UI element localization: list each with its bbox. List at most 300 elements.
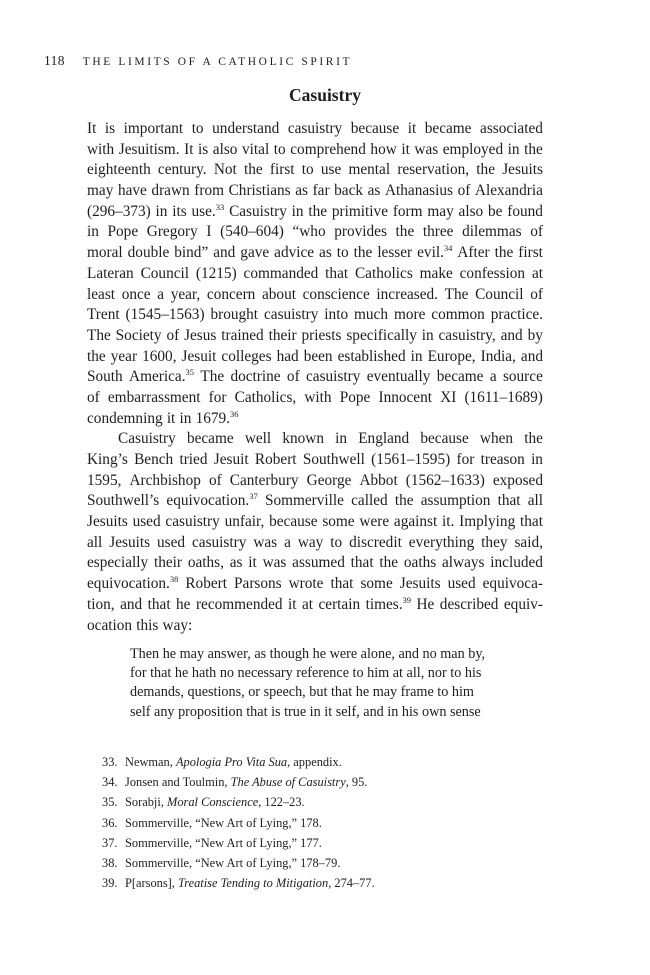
word: and [120,595,143,613]
word: (296–373) [87,202,151,220]
word: the [353,244,373,262]
footnote-author: Jonsen and Toulmin, [125,775,231,790]
text-line [87,450,543,471]
word: equivoca- [482,575,543,593]
word: practice. [490,306,543,324]
word: be [488,202,503,220]
word: Not [213,161,237,179]
word: Implying [459,513,516,531]
word: discredit [349,533,402,551]
word: their [153,554,183,572]
word: least [87,285,116,303]
word: especially [87,554,149,572]
word: Jesuit [213,451,249,468]
word: After [457,244,490,262]
footnote-marker: 37 [249,491,258,502]
word: oaths [403,554,437,572]
footnote-author: Sommerville, “New Art of Lying,” 178–79. [125,855,341,870]
word: assumption [420,492,491,510]
footnote [102,772,375,792]
word: Abbot [359,471,398,489]
quote-line: Then he may answer, as though he were alone, and no man by, [130,646,486,662]
footnote-title: The Abuse of Casuistry [230,775,346,790]
word: (1215) [195,264,237,282]
word: assumed [292,554,345,572]
word: and [213,244,236,262]
word: Jesuits [109,533,151,551]
word: advice [274,244,315,262]
paragraph [87,429,543,636]
word: back [334,182,364,200]
word: Sommerville [264,492,344,510]
word: became [436,368,484,386]
text-line [87,181,543,202]
word: was [414,140,439,158]
footnote-marker: 34 [443,243,453,254]
word: that [520,513,543,531]
word: to [336,244,349,262]
word: brought [210,306,259,324]
word: double [127,244,170,262]
word: vital [242,140,270,158]
word: far [312,182,330,200]
word: became [186,430,234,448]
text-line [87,512,543,533]
word: It [184,140,194,158]
word: “who [292,223,326,241]
footnote-pages: , 122–23. [258,795,305,810]
paragraph [87,119,543,429]
word: unfair, [224,513,265,531]
footnote-number: 37. [102,835,118,850]
footnote [102,792,375,812]
word: known [282,430,324,448]
word: Catholics, [234,388,297,406]
word: year [110,347,138,365]
word: in [507,140,520,158]
footnote-marker: 39 [402,594,412,605]
word: have [117,182,147,200]
word: casuistry [192,533,247,551]
word: the [87,347,106,365]
word: Christians [228,182,291,200]
word: 1679.36 [195,408,239,427]
word: condemning [87,409,163,427]
word: increased. [376,285,438,303]
word: was [253,533,278,551]
word: of [530,285,543,303]
text-line [87,264,543,285]
word: its [172,202,187,220]
word: concern [206,285,256,303]
text-line [87,202,543,223]
word: into [324,306,349,324]
footnote-number: 38. [102,855,118,870]
word: much [354,306,389,324]
quote-line: demands, questions, or speech, but that he may frame to him [130,684,474,701]
word: it. [442,513,455,531]
text-line [87,409,543,430]
word: ocation [87,616,133,634]
word: in [87,223,99,241]
word: Southwell’s [87,492,160,510]
word: of [208,471,222,489]
text-line [87,326,543,347]
word: may [87,182,114,200]
word: was [262,554,287,572]
text-line [87,222,543,243]
word: Jesuit [181,347,217,365]
text-line [87,347,543,368]
word: that [325,264,349,282]
footnote-number: 35. [102,795,118,810]
word: Bench [134,451,174,468]
word: more [393,306,426,324]
footnote-author: Newman, [125,755,176,769]
word: of [457,182,471,200]
word: (540–604) [220,223,284,241]
word: source [502,368,543,386]
word: conscience [302,285,370,303]
word: moral [87,244,123,262]
word: doctrine [230,368,281,386]
word: Council [140,264,190,282]
word: the [524,430,543,448]
footnote-number: 33. [102,755,118,769]
word: confession [459,264,526,282]
text-line [87,574,543,595]
text-line [87,595,543,616]
word: is [104,120,116,137]
word: gave [240,244,270,262]
text-line [87,491,543,512]
footnote [102,873,375,893]
word: the [308,202,328,220]
word: they [481,533,508,551]
word: The [444,285,469,303]
word: and [500,326,523,344]
word: all [527,492,543,510]
word: some [322,513,355,531]
word: it [401,140,410,158]
word: some [360,575,393,593]
word: used [132,513,161,531]
block-quote [130,645,498,722]
word: way [297,533,324,551]
word: eventually [366,368,431,386]
footnote-title: Apologia Pro Vita Sua [175,755,288,769]
word: to [330,533,343,551]
text-line [87,160,543,181]
word: to [273,140,286,158]
text-line [87,471,543,492]
word: tion, [87,595,115,613]
word: that [147,595,171,613]
word: primitive [331,202,388,220]
word: Jesuits [399,575,441,593]
text-line [87,305,543,326]
word: King’s [87,451,128,468]
word: he [176,595,191,613]
word: the [476,161,495,179]
word: the [494,244,514,262]
word: for [208,388,227,406]
word: were [359,513,390,531]
word: America.$^{35}$ [129,367,195,386]
word: this [136,616,159,634]
word: comprehend [290,140,366,158]
word: how [370,140,397,158]
word: understand [212,120,280,137]
word: when [479,430,514,448]
word: of [286,368,300,386]
word: in [335,430,348,448]
word: century. [157,161,207,179]
footnote-pages: , appendix. [287,755,342,769]
word: way: [162,616,193,634]
word: used [447,575,476,593]
text-line [87,388,543,409]
word: Jesuitism. [118,140,180,158]
word: Society [115,326,162,344]
word: Catholics [354,264,413,282]
word: oaths, [187,554,224,572]
word: Robert [185,575,227,593]
word: XI [440,388,457,406]
word: tried [179,451,208,468]
word: Trent [87,306,120,324]
word: once [121,285,151,303]
word: Council [475,285,524,303]
word: it [166,409,176,427]
word: the [524,140,543,158]
word: recommended [195,595,283,613]
word: Pope [107,223,139,241]
word: George [306,471,352,489]
footnote-marker: 35 [185,367,195,378]
word: to [301,161,314,179]
text-line [87,429,543,450]
word: because [420,430,469,448]
word: Lateran [87,264,134,282]
word: Jesuits [502,161,543,179]
word: as [295,182,308,200]
word: with [304,388,332,406]
word: 1595, [87,471,122,489]
word: because [269,513,318,531]
text-line [87,553,543,574]
word: established [337,347,406,365]
quote-line: self any proposition that is true in it self, and in his own sense [130,703,481,720]
word: everything [408,533,475,551]
footnotes [102,752,375,893]
word: it [407,120,417,137]
quote-line: for that he hath no necessary reference to him at all, nor to his [130,665,482,682]
word: all [87,533,103,551]
word: certain [318,595,361,613]
word: also [458,202,484,220]
word: I [206,223,212,241]
footnote-author: Sommerville, “New Art of Lying,” 178. [125,815,322,830]
text-line [87,243,543,264]
word: (1561–1595) [371,451,451,468]
word: equivocation.$^{38}$ [87,574,179,593]
footnote [102,752,375,772]
footnote-title: Treatise Tending to Mitigation [178,876,329,891]
word: use.$^{33}$ [191,201,225,220]
word: three [422,223,454,241]
word: Jesuits [87,513,128,531]
footnote-title: Moral Conscience [167,795,259,810]
word: first [269,161,295,179]
word: at [302,595,314,613]
word: used [157,533,186,551]
word: casuistry [287,120,343,137]
footnote-author: Sorabji, [125,795,167,810]
word: the [395,223,415,241]
word: South [87,368,123,386]
word: evil.$^{34}$ [417,243,453,262]
word: reservation, [397,161,470,179]
word: Jesus [184,326,217,344]
word: important [123,120,184,137]
word: of [166,326,180,344]
word: as [319,244,332,262]
word: Southwell [302,451,365,468]
footnote-number: 39. [102,876,118,891]
footnote-pages: , 95. [345,775,368,790]
word: of [530,223,543,241]
word: dilemmas [462,223,522,241]
word: as [229,554,243,572]
word: Casuistry [118,430,176,448]
word: equivocation.$^{37}$ [166,491,258,510]
word: casuistry [306,368,361,386]
word: eighteenth [87,161,151,179]
text-line [87,533,543,554]
word: been [303,347,333,365]
word: also [212,140,238,158]
word: England [358,430,410,448]
word: the [379,554,399,572]
word: about [261,285,296,303]
word: exposed [492,471,543,489]
word: bind” [174,244,209,262]
word: their [268,326,297,344]
word: at [531,264,543,282]
word: against [393,513,438,531]
word: well [244,430,272,448]
footnote-marker: 38 [169,574,179,585]
word: Archbishop [129,471,201,489]
word: a [489,368,497,386]
word: a [284,533,291,551]
footnote-author: P[arsons], [125,876,178,891]
word: that [330,575,354,593]
footnote-marker: 36 [230,408,239,419]
word: employed [442,140,504,158]
word: in [410,347,423,365]
word: Alexandria [474,182,543,200]
word: treason [480,451,525,468]
word: times.$^{39}$ [365,594,412,613]
word: year, [170,285,201,303]
word: from [194,182,224,200]
word: included [490,554,543,572]
page-number: 118 [44,53,65,68]
word: use [320,161,342,179]
word: India, [480,347,516,365]
word: colleges [221,347,272,365]
word: Casuistry [229,202,287,220]
word: form [392,202,423,220]
word: Parsons [234,575,282,593]
footnote-pages: , 274–77. [328,876,375,891]
word: called [351,492,388,510]
word: with [87,140,115,158]
footnote [102,853,375,873]
word: a [157,285,165,303]
word: lesser [377,244,413,262]
word: trained [221,326,264,344]
word: in [155,202,168,220]
word: of [87,388,100,406]
word: Gregory [146,223,198,241]
word: first [518,244,543,262]
word: make [419,264,453,282]
word: Canterbury [229,471,299,489]
word: It [87,120,97,137]
word: specifically [346,326,417,344]
word: found [507,202,543,220]
word: (1611–1689) [464,388,543,406]
word: Europe, [427,347,476,365]
word: that [350,554,374,572]
running-head [44,53,352,69]
word: in [421,326,434,344]
text-line [87,616,543,637]
word: equiv- [503,595,543,613]
footnote [102,833,375,853]
word: casuistry, [438,326,496,344]
text-line [87,285,543,306]
body-text [87,119,543,636]
footnote-author: Sommerville, “New Art of Lying,” 177. [125,835,322,850]
word: in [179,409,192,427]
word: is [198,140,209,158]
word: casuistry [263,306,319,324]
word: The [87,326,111,344]
word: it [288,595,297,613]
word: Athanasius [384,182,453,200]
word: may [427,202,454,220]
footnote-number: 34. [102,775,118,790]
word: in [291,202,304,220]
word: Pope [339,388,371,406]
footnote-number: 36. [102,815,118,830]
word: in [531,451,543,468]
footnote-marker: 33 [215,201,225,212]
text-line [87,140,543,161]
word: Innocent [378,388,432,406]
word: priests [301,326,342,344]
word: always [442,554,485,572]
word: embarrassment [107,388,201,406]
word: drawn [151,182,190,200]
word: provides [334,223,387,241]
word: Robert [254,451,297,468]
section-title: Casuistry [289,85,361,105]
